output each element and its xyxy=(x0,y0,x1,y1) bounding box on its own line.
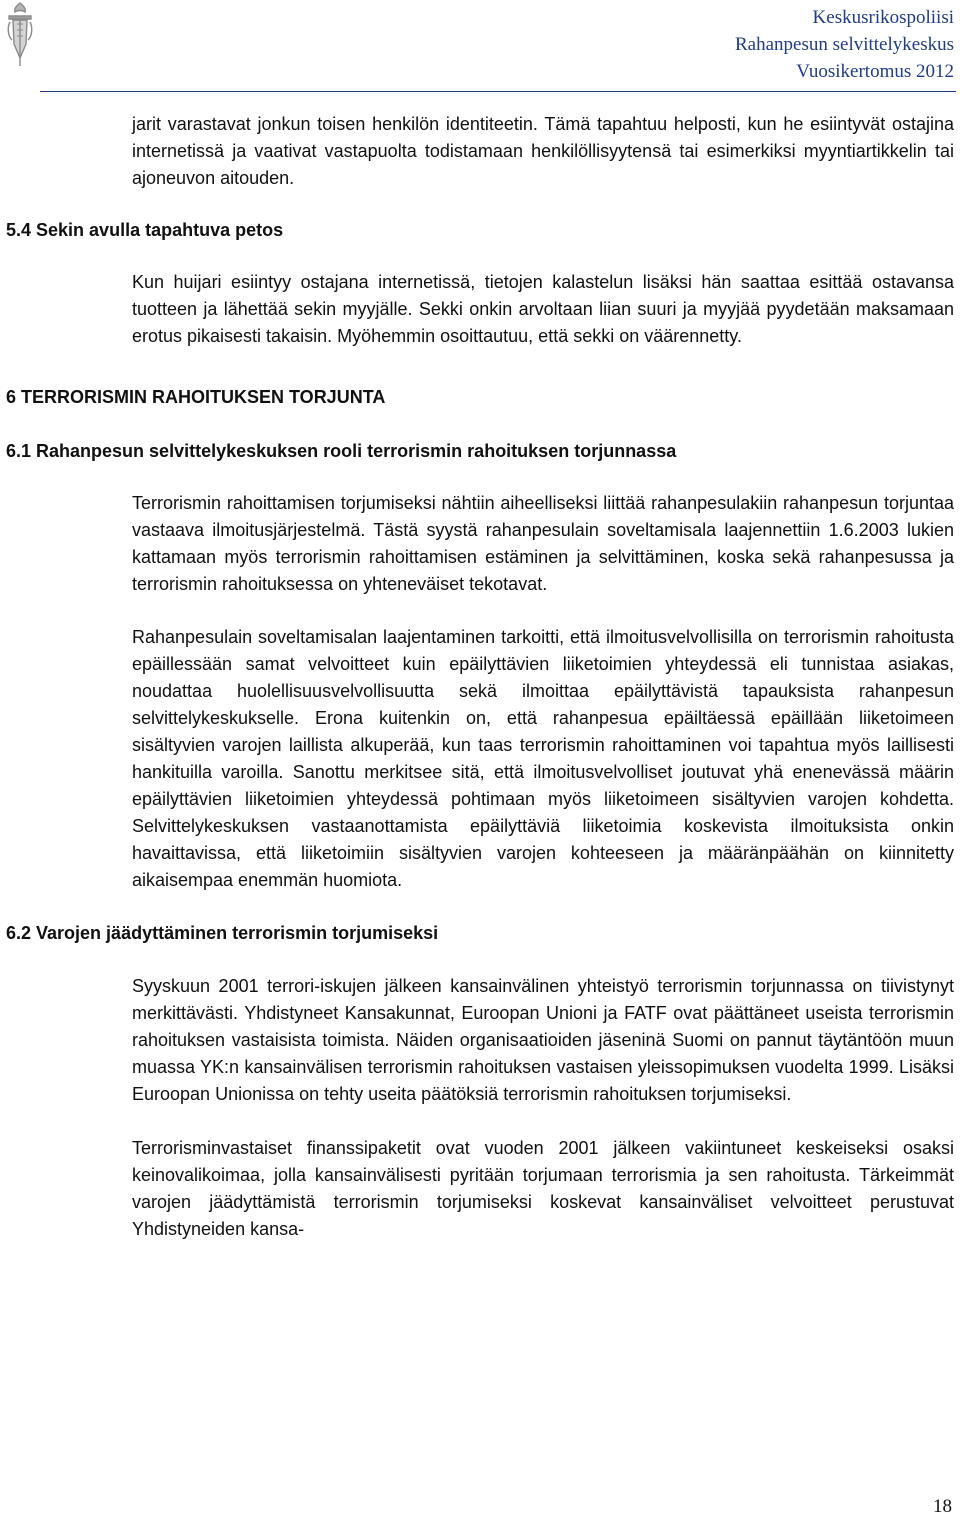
paragraph-5-4: Kun huijari esiintyy ostajana internetissä, tietojen kalastelun lisäksi hän saattaa esittää ostavansa tuotteen ja lähettää sekin myyjälle. Sekki onkin arvoltaan liian suuri ja myyjää pyydetään maksamaan erotus pikaisesti takaisin. Myöhemmin osoittautuu, että sekki on väärennetty. xyxy=(132,272,954,346)
header-organization: Keskusrikospoliisi xyxy=(812,7,954,28)
heading-6-2: 6.2 Varojen jäädyttäminen terrorismin torjumiseksi xyxy=(6,923,439,943)
header-report-title: Vuosikertomus 2012 xyxy=(796,61,954,82)
police-sword-emblem-icon xyxy=(4,0,36,70)
paragraph-6-2-b: Terrorisminvastaiset finanssipaketit ovat vuoden 2001 jälkeen vakiintuneet keskeiseksi osaksi keinovalikoimaa, jolla kansainvälisesti pyritään torjumaan terrorismia ja sen rahoitusta. Tärkeimmät varojen jäädyttämistä terrorismin torjumiseksi koskevat kansainväliset velvoitteet perustuvat Yhdistyneiden kansa- xyxy=(132,1138,954,1239)
paragraph-6-1-a: Terrorismin rahoittamisen torjumiseksi nähtiin aiheelliseksi liittää rahanpesulakiin rahanpesun torjuntaa vastaava ilmoitusjärjestelmä. Tästä syystä rahanpesulain soveltamisala laajennettiin 1.6.2003 lukien kattamaan myös terrorismin rahoittamisen estäminen ja selvittäminen, koska sekä rahanpesussa ja terrorismin rahoituksessa on yhteneväiset tekotavat. xyxy=(132,493,954,594)
document-header xyxy=(735,4,954,85)
header-unit: Rahanpesun selvittelykeskus xyxy=(735,34,954,55)
heading-5-4: 5.4 Sekin avulla tapahtuva petos xyxy=(6,220,284,240)
page-number: 18 xyxy=(933,1496,952,1517)
paragraph-intro-continuation: jarit varastavat jonkun toisen henkilön identiteetin. Tämä tapahtuu helposti, kun he esiintyvät ostajina internetissä ja vaativat vastapuolta todistamaan henkilöllisyytensä tai esimerkiksi myyntiartikkelin tai ajoneuvon aitouden. xyxy=(132,114,954,188)
heading-section-6: 6 TERRORISMIN RAHOITUKSEN TORJUNTA xyxy=(6,387,386,407)
paragraph-6-2-a: Syyskuun 2001 terrori-iskujen jälkeen kansainvälinen yhteistyö terrorismin torjunnassa on tiivistynyt merkittävästi. Yhdistyneet Kansakunnat, Euroopan Unioni ja FATF ovat päättäneet useista terrorismin rahoituksen vastaisista toimista. Näiden organisaatioiden jäseninä Suomi on pannut täytäntöön muun muassa YK:n kansainvälisen terrorismin rahoituksen vastaisen yleissopimuksen vuodelta 1999. Lisäksi Euroopan Unionissa on tehty useita päätöksiä terrorismin rahoituksen torjumiseksi. xyxy=(132,976,954,1104)
heading-6-1: 6.1 Rahanpesun selvittelykeskuksen rooli terrorismin rahoituksen torjunnassa xyxy=(6,441,677,461)
document-body xyxy=(0,111,960,1243)
paragraph-6-1-b: Rahanpesulain soveltamisalan laajentaminen tarkoitti, että ilmoitusvelvollisilla on terrorismin rahoitusta epäillessään samat velvoitteet kuin epäilyttävien liiketoimien yhteydessä eli tunnistaa asiakas, noudattaa huolellisuusvelvollisuutta sekä ilmoittaa epäilyttävistä tapauksista rahanpesun selvittelykeskukselle. Erona kuitenkin on, että rahanpesua epäiltäessä epäillään liiketoimeen sisältyvien varojen laillista alkuperää, kun taas terrorismin rahoittaminen voi tapahtua myös laillisesti hankituilla varoilla. Sanottu merkitsee sitä, että ilmoitusvelvolliset joutuvat yhä enenevässä määrin epäilyttävien liiketoimien yhteydessä pohtimaan myös liiketoimeen sisältyvien varojen kohdetta. Selvittelykeskuksen vastaanottamista epäilyttäviä liiketoimia koskevista ilmoituksista onkin havaittavissa, että liiketoimiin sisältyvien varojen kohteeseen ja määränpäähän on kiinnitetty aikaisempaa enemmän huomiota. xyxy=(132,627,954,890)
header-divider xyxy=(40,91,956,92)
